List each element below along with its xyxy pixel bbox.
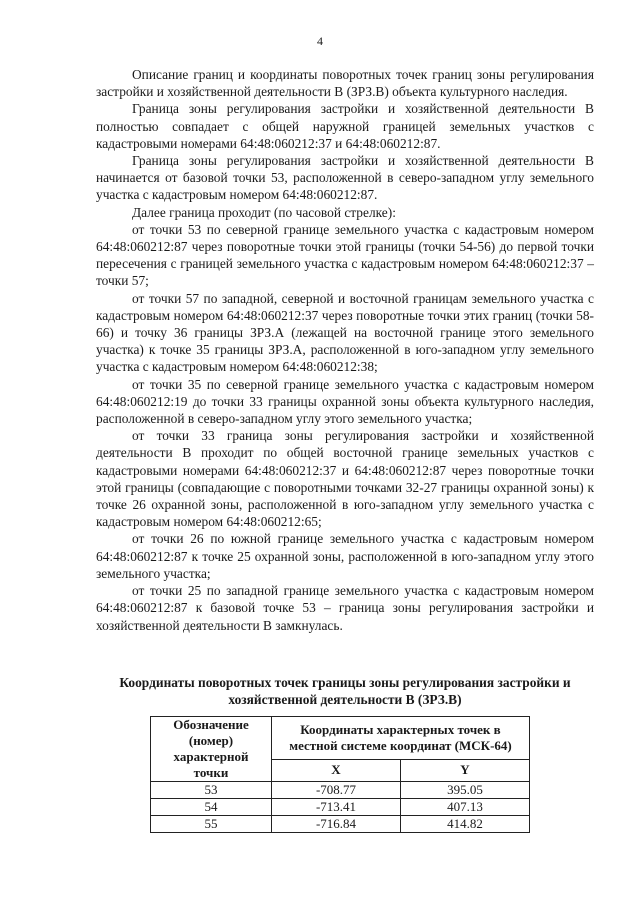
- cell-x: -713.41: [272, 799, 401, 816]
- paragraph: от точки 35 по северной границе земельного участка с кадастровым номером 64:48:060212:19 до точки 33 границы охранной зоны объекта культурного наследия, расположенной в северо-западном углу этого земельного участка;: [96, 376, 594, 427]
- cell-point: 54: [151, 799, 272, 816]
- cell-y: 407.13: [401, 799, 530, 816]
- cell-point: 53: [151, 782, 272, 799]
- header-coords: Координаты характерных точек в местной системе координат (МСК-64): [272, 717, 530, 760]
- cell-y: 395.05: [401, 782, 530, 799]
- paragraph: от точки 26 по южной границе земельного участка с кадастровым номером 64:48:060212:87 к точке 25 охранной зоны, расположенной в юго-западном углу этого земельного участка;: [96, 531, 594, 581]
- page-number: 4: [317, 34, 323, 48]
- cell-y: 414.82: [401, 816, 530, 833]
- header-point: Обозначение (номер) характерной точки: [151, 717, 272, 782]
- paragraph: от точки 33 граница зоны регулирования застройки и хозяйственной деятельности В проходит по общей восточной границе земельных участков с кадастровыми номерами 64:48:060212:37 и 64:48:060212:87 через поворотные точки этой границы (совпадающие с поворотными точками 32-27 границы охранной зоны) к точке 26 охранной зоны, расположенной в юго-западном углу земельного участка с кадастровым номером 64:48:060212:65;: [96, 428, 594, 530]
- cell-x: -716.84: [272, 816, 401, 833]
- table-row: [151, 799, 530, 816]
- document-body: [96, 66, 594, 634]
- paragraph: Граница зоны регулирования застройки и хозяйственной деятельности В начинается от базовой точки 53, расположенной в северо-западном углу земельного участка с кадастровым номером 64:48:060212:87.: [96, 153, 594, 203]
- table-row: [151, 816, 530, 833]
- table-title: Координаты поворотных точек границы зоны регулирования застройки и хозяйственной деятельности В (ЗРЗ.В): [119, 675, 571, 707]
- cell-point: 55: [151, 816, 272, 833]
- paragraph: от точки 25 по западной границе земельного участка с кадастровым номером 64:48:060212:87 к базовой точке 53 – граница зоны регулирования застройки и хозяйственной деятельности В замкнулась.: [96, 583, 594, 633]
- paragraph: Далее граница проходит (по часовой стрелке):: [132, 204, 396, 220]
- paragraph: от точки 57 по западной, северной и восточной границам земельного участка с кадастровым номером 64:48:060212:37 через поворотные точки этих границ (точки 58-66) и точку 36 границы ЗРЗ.А (лежащей на восточной границе этого земельного участка) к точке 35 границы ЗРЗ.А, расположенной в юго-западном углу земельного участка с кадастровым номером 64:48:060212:38;: [96, 290, 594, 375]
- cell-x: -708.77: [272, 782, 401, 799]
- paragraph: Описание границ и координаты поворотных точек границ зоны регулирования застройки и хозяйственной деятельности В (ЗРЗ.В) объекта культурного наследия.: [96, 67, 594, 100]
- header-x: X: [272, 759, 401, 781]
- header-y: Y: [401, 759, 530, 781]
- table-row: [151, 782, 530, 799]
- coordinates-table: [150, 716, 530, 833]
- paragraph: Граница зоны регулирования застройки и хозяйственной деятельности В полностью совпадает с общей наружной границей земельных участков с кадастровыми номерами 64:48:060212:37 и 64:48:060212:87.: [96, 101, 594, 151]
- paragraph: от точки 53 по северной границе земельного участка с кадастровым номером 64:48:060212:87 через поворотные точки этой границы (точки 54-56) до первой точки пересечения с границей земельного участка с кадастровым номером 64:48:060212:37 – точки 57;: [96, 221, 594, 289]
